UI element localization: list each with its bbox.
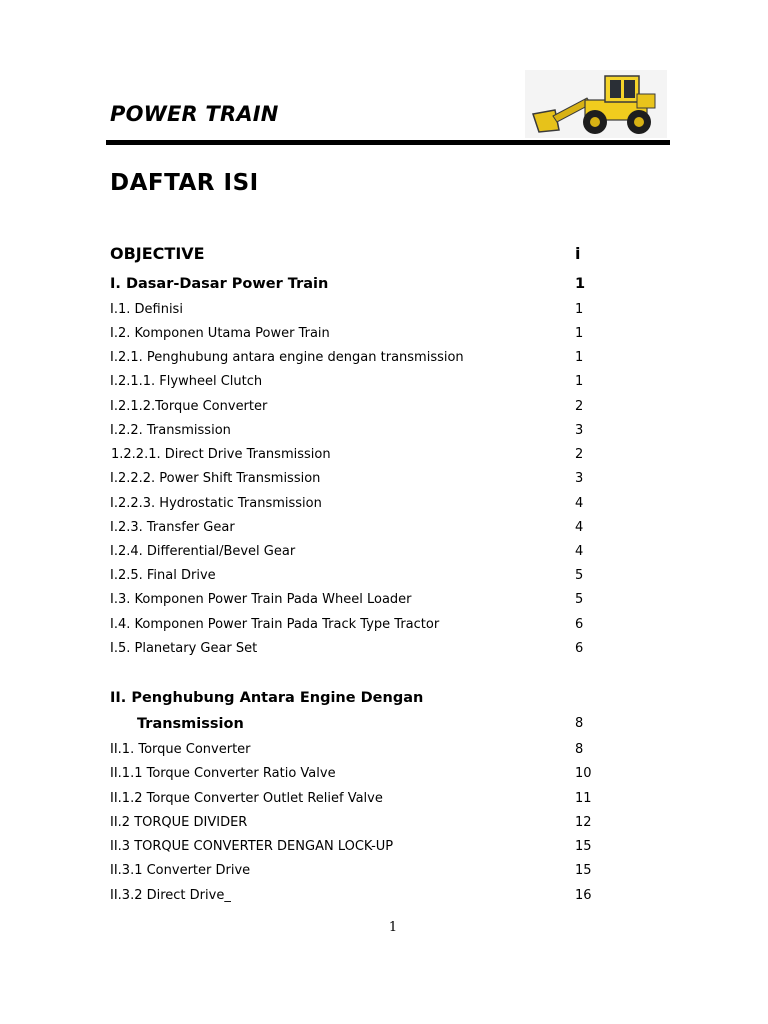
toc-page-number: 4 bbox=[575, 544, 584, 559]
toc-page-number: 8 bbox=[575, 742, 584, 757]
toc-label: I.2.2.2. Power Shift Transmission bbox=[110, 471, 321, 486]
toc-row[interactable] bbox=[110, 445, 590, 465]
toc-label: II.3.2 Direct Drive_ bbox=[110, 888, 231, 903]
toc-page-number: 1 bbox=[575, 374, 584, 389]
toc-row[interactable] bbox=[110, 789, 590, 809]
toc-label: I.2.4. Differential/Bevel Gear bbox=[110, 544, 296, 559]
toc-label: I.2.2. Transmission bbox=[110, 423, 231, 438]
toc-label: II.1.2 Torque Converter Outlet Relief Valve bbox=[110, 791, 383, 806]
toc-row[interactable] bbox=[110, 372, 590, 392]
toc-label: I.3. Komponen Power Train Pada Wheel Loader bbox=[110, 592, 412, 607]
toc-page-number: 3 bbox=[575, 423, 584, 438]
document-title: DAFTAR ISI bbox=[110, 170, 259, 196]
toc-page-number: 6 bbox=[575, 617, 584, 632]
toc-row[interactable] bbox=[110, 518, 590, 538]
toc-row[interactable] bbox=[110, 566, 590, 586]
toc-row[interactable] bbox=[110, 274, 590, 294]
toc-page-number: 2 bbox=[575, 399, 584, 414]
toc-page-number: 5 bbox=[575, 592, 584, 607]
toc-page-number: 16 bbox=[575, 888, 592, 903]
toc-page-number: 1 bbox=[575, 326, 584, 341]
toc-label: I.2.1.2.Torque Converter bbox=[110, 399, 268, 414]
toc-label: II.3 TORQUE CONVERTER DENGAN LOCK-UP bbox=[110, 839, 394, 854]
toc-label: 1.2.2.1. Direct Drive Transmission bbox=[111, 447, 331, 462]
toc-page-number: 2 bbox=[575, 447, 584, 462]
header-rule bbox=[106, 140, 670, 145]
toc-row[interactable] bbox=[110, 861, 590, 881]
toc-page-number: 1 bbox=[575, 302, 584, 317]
toc-row[interactable] bbox=[110, 813, 590, 833]
toc-row[interactable] bbox=[110, 421, 590, 441]
toc-row[interactable] bbox=[110, 348, 590, 368]
toc-label: I. Dasar-Dasar Power Train bbox=[110, 276, 329, 292]
toc-page-number: 8 bbox=[575, 716, 584, 731]
toc-page-number: 5 bbox=[575, 568, 584, 583]
toc-row[interactable] bbox=[110, 714, 590, 734]
toc-row[interactable] bbox=[110, 590, 590, 610]
toc-row[interactable] bbox=[110, 300, 590, 320]
toc-label: I.2. Komponen Utama Power Train bbox=[110, 326, 330, 341]
toc-page-number: 11 bbox=[575, 791, 592, 806]
toc-page-number: 12 bbox=[575, 815, 592, 830]
toc-label: II.1.1 Torque Converter Ratio Valve bbox=[110, 766, 336, 781]
toc-label: II.3.1 Converter Drive bbox=[110, 863, 251, 878]
toc-label: I.2.1. Penghubung antara engine dengan transmission bbox=[110, 350, 464, 365]
toc-page-number: 4 bbox=[575, 496, 584, 511]
toc-row[interactable] bbox=[110, 244, 590, 264]
toc-row[interactable] bbox=[110, 324, 590, 344]
toc-page-number: 6 bbox=[575, 641, 584, 656]
toc-row[interactable] bbox=[110, 837, 590, 857]
toc-row[interactable] bbox=[110, 469, 590, 489]
toc-row[interactable] bbox=[110, 542, 590, 562]
toc-label: I.2.3. Transfer Gear bbox=[110, 520, 235, 535]
toc-label: I.4. Komponen Power Train Pada Track Type Tractor bbox=[110, 617, 440, 632]
header-title: POWER TRAIN bbox=[110, 102, 279, 126]
toc-label: I.5. Planetary Gear Set bbox=[110, 641, 258, 656]
toc-label: II. Penghubung Antara Engine Dengan bbox=[110, 690, 424, 706]
toc-label: II.2 TORQUE DIVIDER bbox=[110, 815, 248, 830]
toc-label: II.1. Torque Converter bbox=[110, 742, 251, 757]
toc-page-number: 15 bbox=[575, 863, 592, 878]
toc-row[interactable] bbox=[110, 639, 590, 659]
toc-row[interactable] bbox=[110, 688, 590, 708]
toc-row[interactable] bbox=[110, 397, 590, 417]
toc-label: I.2.2.3. Hydrostatic Transmission bbox=[110, 496, 322, 511]
toc-page-number: 3 bbox=[575, 471, 584, 486]
toc-page-number: 1 bbox=[575, 276, 586, 292]
toc-row[interactable] bbox=[110, 886, 590, 906]
toc-label: OBJECTIVE bbox=[110, 244, 205, 263]
toc-label: I.1. Definisi bbox=[110, 302, 183, 317]
toc-label: I.2.1.1. Flywheel Clutch bbox=[110, 374, 263, 389]
toc-page-number: 1 bbox=[575, 350, 584, 365]
toc-row[interactable] bbox=[110, 494, 590, 514]
wheel-loader-image bbox=[525, 70, 667, 138]
toc-page-number: i bbox=[575, 244, 581, 263]
toc-row[interactable] bbox=[110, 740, 590, 760]
wheel-loader-icon bbox=[525, 70, 667, 138]
toc-page-number: 4 bbox=[575, 520, 584, 535]
toc-label: Transmission bbox=[137, 716, 244, 732]
toc-row[interactable] bbox=[110, 615, 590, 635]
footer-page-number: 1 bbox=[388, 920, 398, 935]
toc-page-number: 15 bbox=[575, 839, 592, 854]
toc-row[interactable] bbox=[110, 764, 590, 784]
toc-label: I.2.5. Final Drive bbox=[110, 568, 216, 583]
toc-page-number: 10 bbox=[575, 766, 592, 781]
